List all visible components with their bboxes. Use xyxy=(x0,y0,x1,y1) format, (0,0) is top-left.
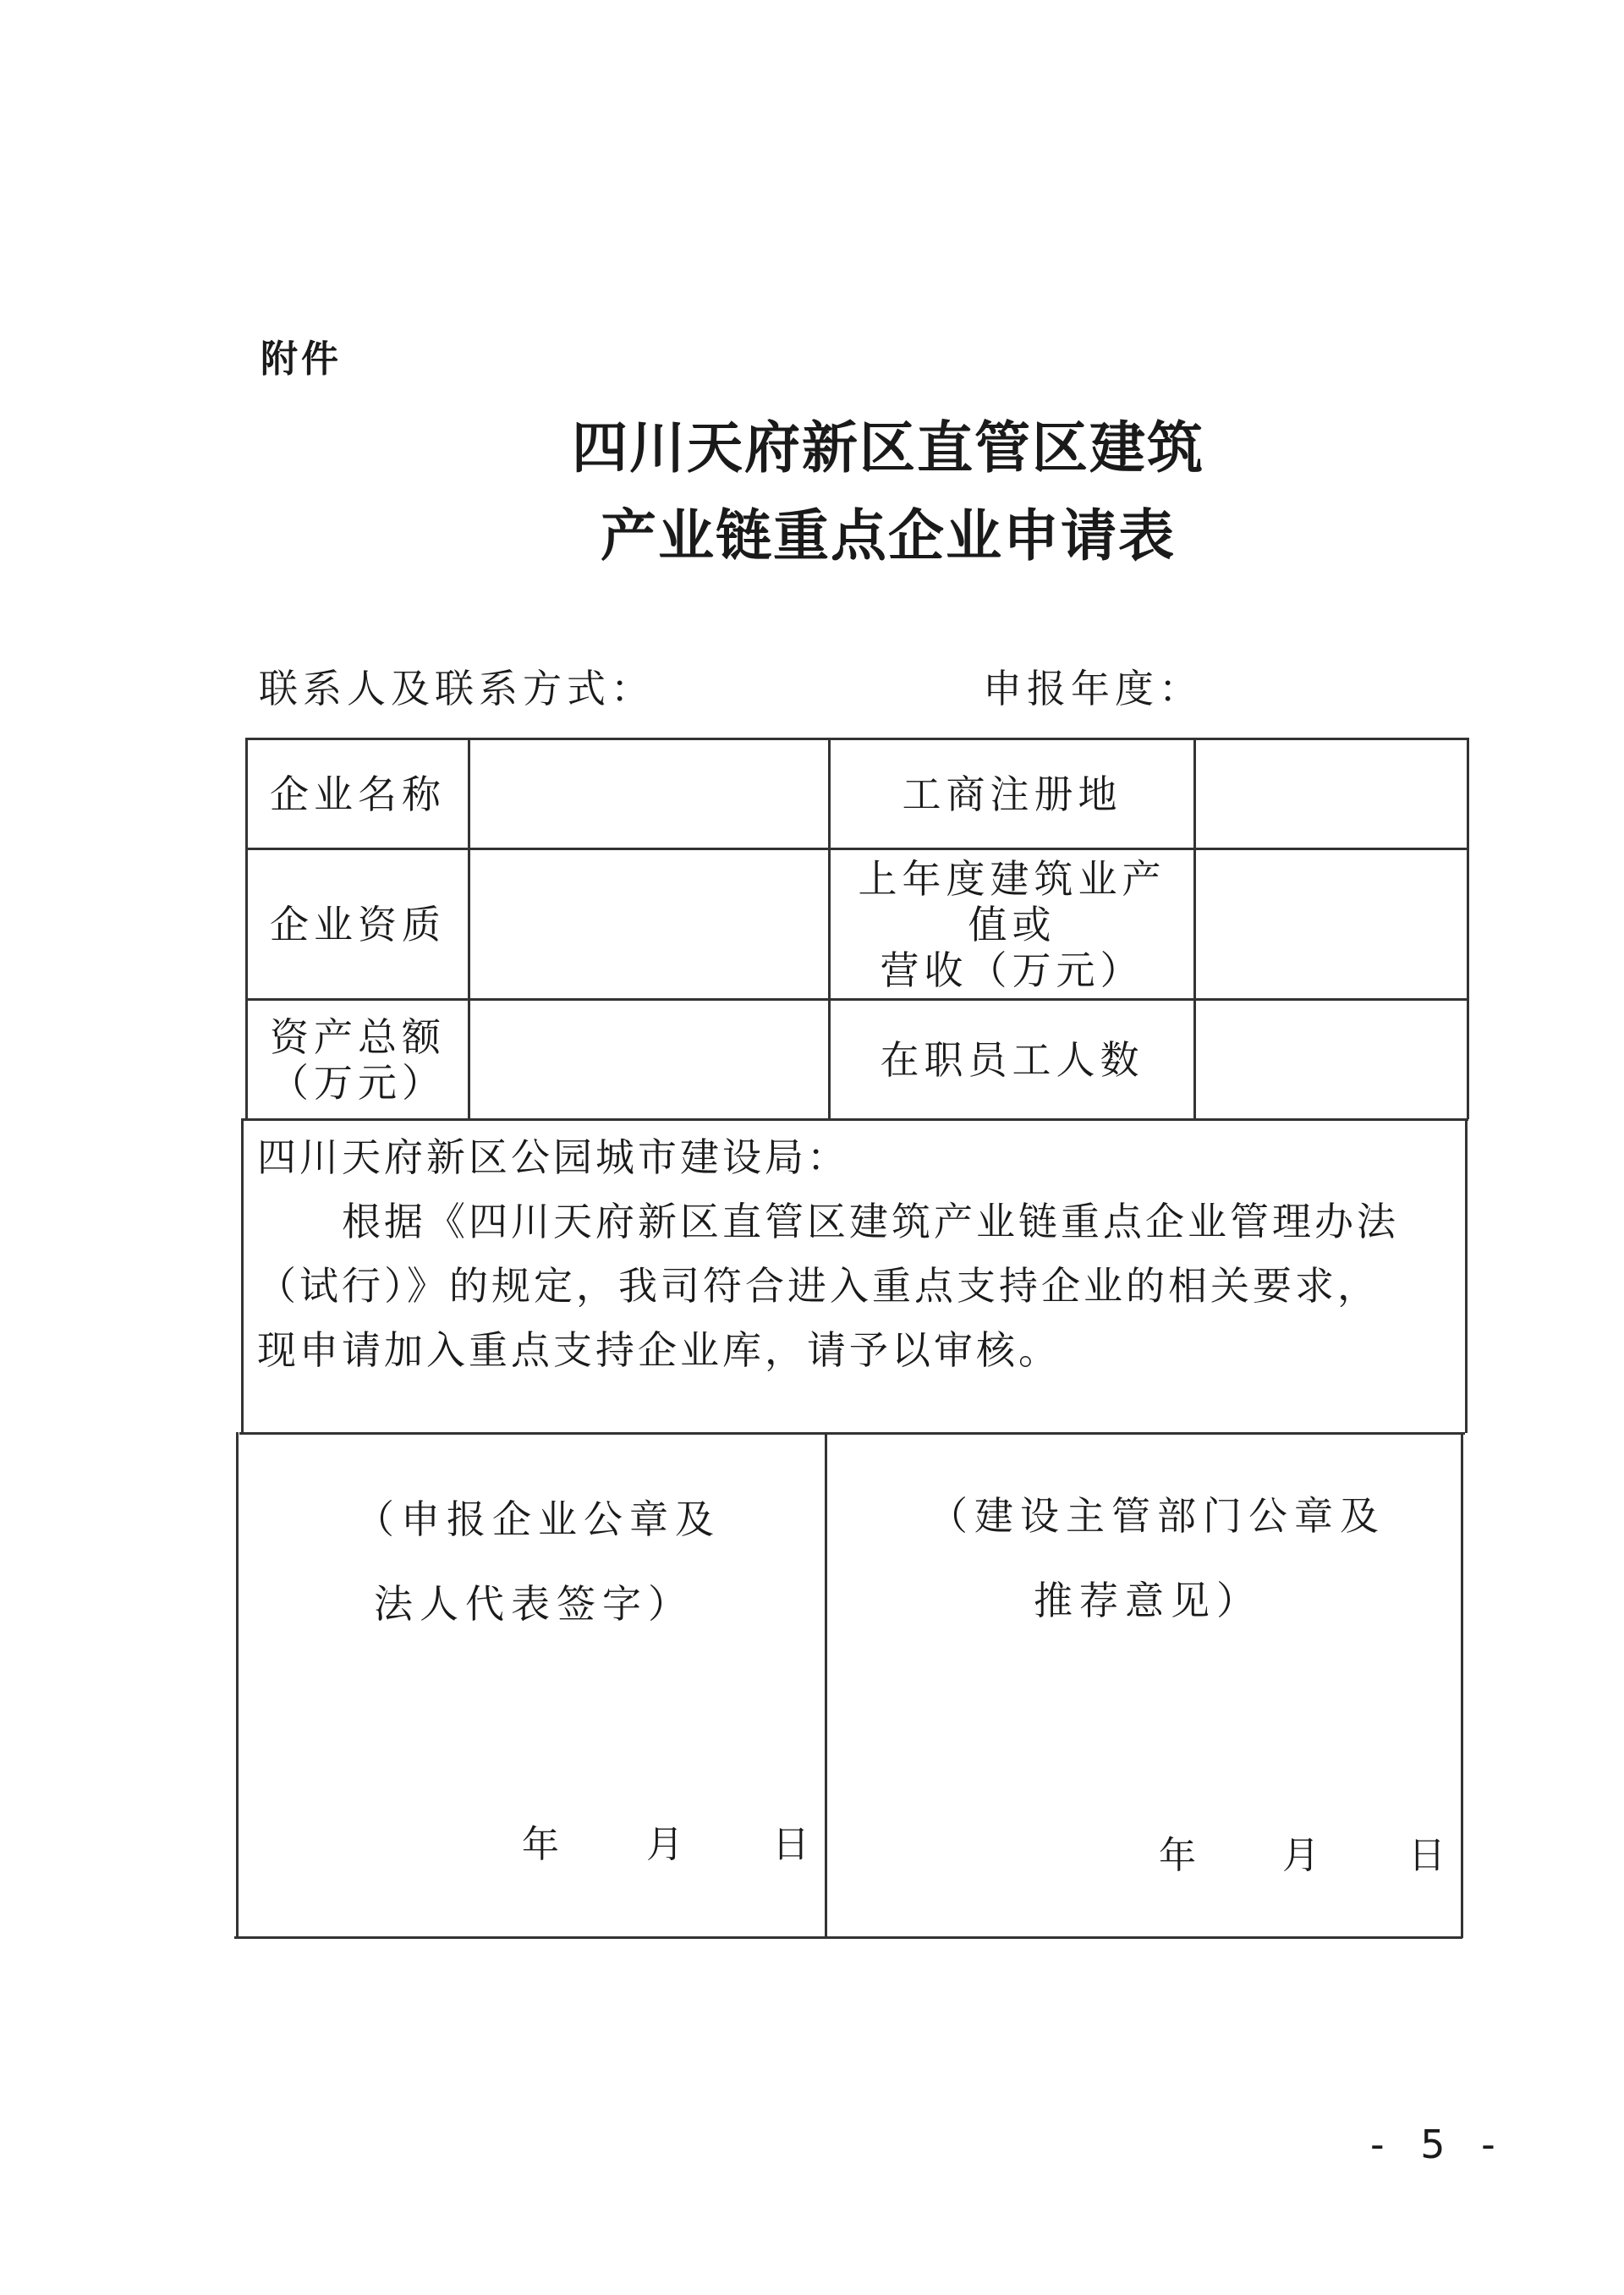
table-border-left xyxy=(241,1118,244,1433)
letter-addressee: 四川天府新区公园城市建设局： xyxy=(257,1134,849,1180)
table-border-right xyxy=(1465,1118,1468,1433)
employees-field[interactable] xyxy=(1196,1001,1467,1118)
letter-line-1: 根据《四川天府新区直管区建筑产业链重点企业管理办法 xyxy=(342,1199,1399,1244)
authority-date-year: 年 xyxy=(1159,1834,1196,1877)
output-label-line-3: 营收（万元） xyxy=(880,947,1144,993)
applicant-date-year: 年 xyxy=(522,1823,559,1866)
authority-date-day: 日 xyxy=(1408,1834,1446,1877)
registered-place-field[interactable] xyxy=(1196,740,1467,848)
table-row-divider xyxy=(241,1118,1468,1121)
registered-place-label: 工商注册地 xyxy=(902,771,1122,817)
applicant-seal-line-1: （申报企业公章及 xyxy=(355,1496,721,1542)
company-name-label: 企业名称 xyxy=(270,771,446,817)
authority-seal-line-1: （建设主管部门公章及 xyxy=(929,1493,1385,1539)
total-assets-label xyxy=(248,1001,468,1118)
table-border-right xyxy=(1467,738,1469,1119)
total-assets-line-2: （万元） xyxy=(270,1059,446,1106)
applicant-seal-line-2: 法人代表签字） xyxy=(374,1581,694,1627)
contact-label: 联系人及联系方式： xyxy=(259,666,655,711)
authority-seal-line-2: 推荐意见） xyxy=(1034,1578,1262,1623)
qualification-label: 企业资质 xyxy=(270,901,446,947)
employees-label: 在职员工人数 xyxy=(880,1036,1144,1083)
form-title-line-2: 产业链重点企业申请表 xyxy=(601,502,1176,568)
qualification-field[interactable] xyxy=(470,850,828,998)
attachment-label: 附件 xyxy=(261,338,342,381)
output-label-line-2: 值或 xyxy=(968,901,1056,947)
total-assets-line-1: 资产总额 xyxy=(270,1013,446,1060)
declaration-year-label: 申报年度： xyxy=(983,666,1203,711)
table-row-divider xyxy=(239,1432,1465,1435)
authority-seal-area[interactable] xyxy=(929,1474,1385,1643)
table-border-right xyxy=(1461,1432,1463,1938)
letter-line-3: 现申请加入重点支持企业库，请予以审核。 xyxy=(257,1327,1061,1373)
table-border-left xyxy=(236,1432,239,1938)
output-label-line-1: 上年度建筑业产 xyxy=(858,855,1166,902)
authority-date-month: 月 xyxy=(1282,1834,1320,1877)
company-name-field[interactable] xyxy=(470,740,828,848)
table-col-divider xyxy=(825,1432,827,1938)
output-revenue-label xyxy=(831,850,1193,998)
applicant-date-day: 日 xyxy=(772,1823,809,1866)
application-letter xyxy=(257,1125,1458,1382)
total-assets-field[interactable] xyxy=(470,1001,828,1118)
form-title-line-1: 四川天府新区直管区建筑 xyxy=(572,415,1204,480)
applicant-seal-area[interactable] xyxy=(355,1477,721,1646)
letter-line-2: （试行）》的规定，我司符合进入重点支持企业的相关要求， xyxy=(257,1263,1380,1309)
output-revenue-field[interactable] xyxy=(1196,850,1467,998)
applicant-date-month: 月 xyxy=(646,1823,683,1866)
page-number: - 5 - xyxy=(1370,2122,1507,2167)
table-border-bottom xyxy=(234,1936,1462,1939)
